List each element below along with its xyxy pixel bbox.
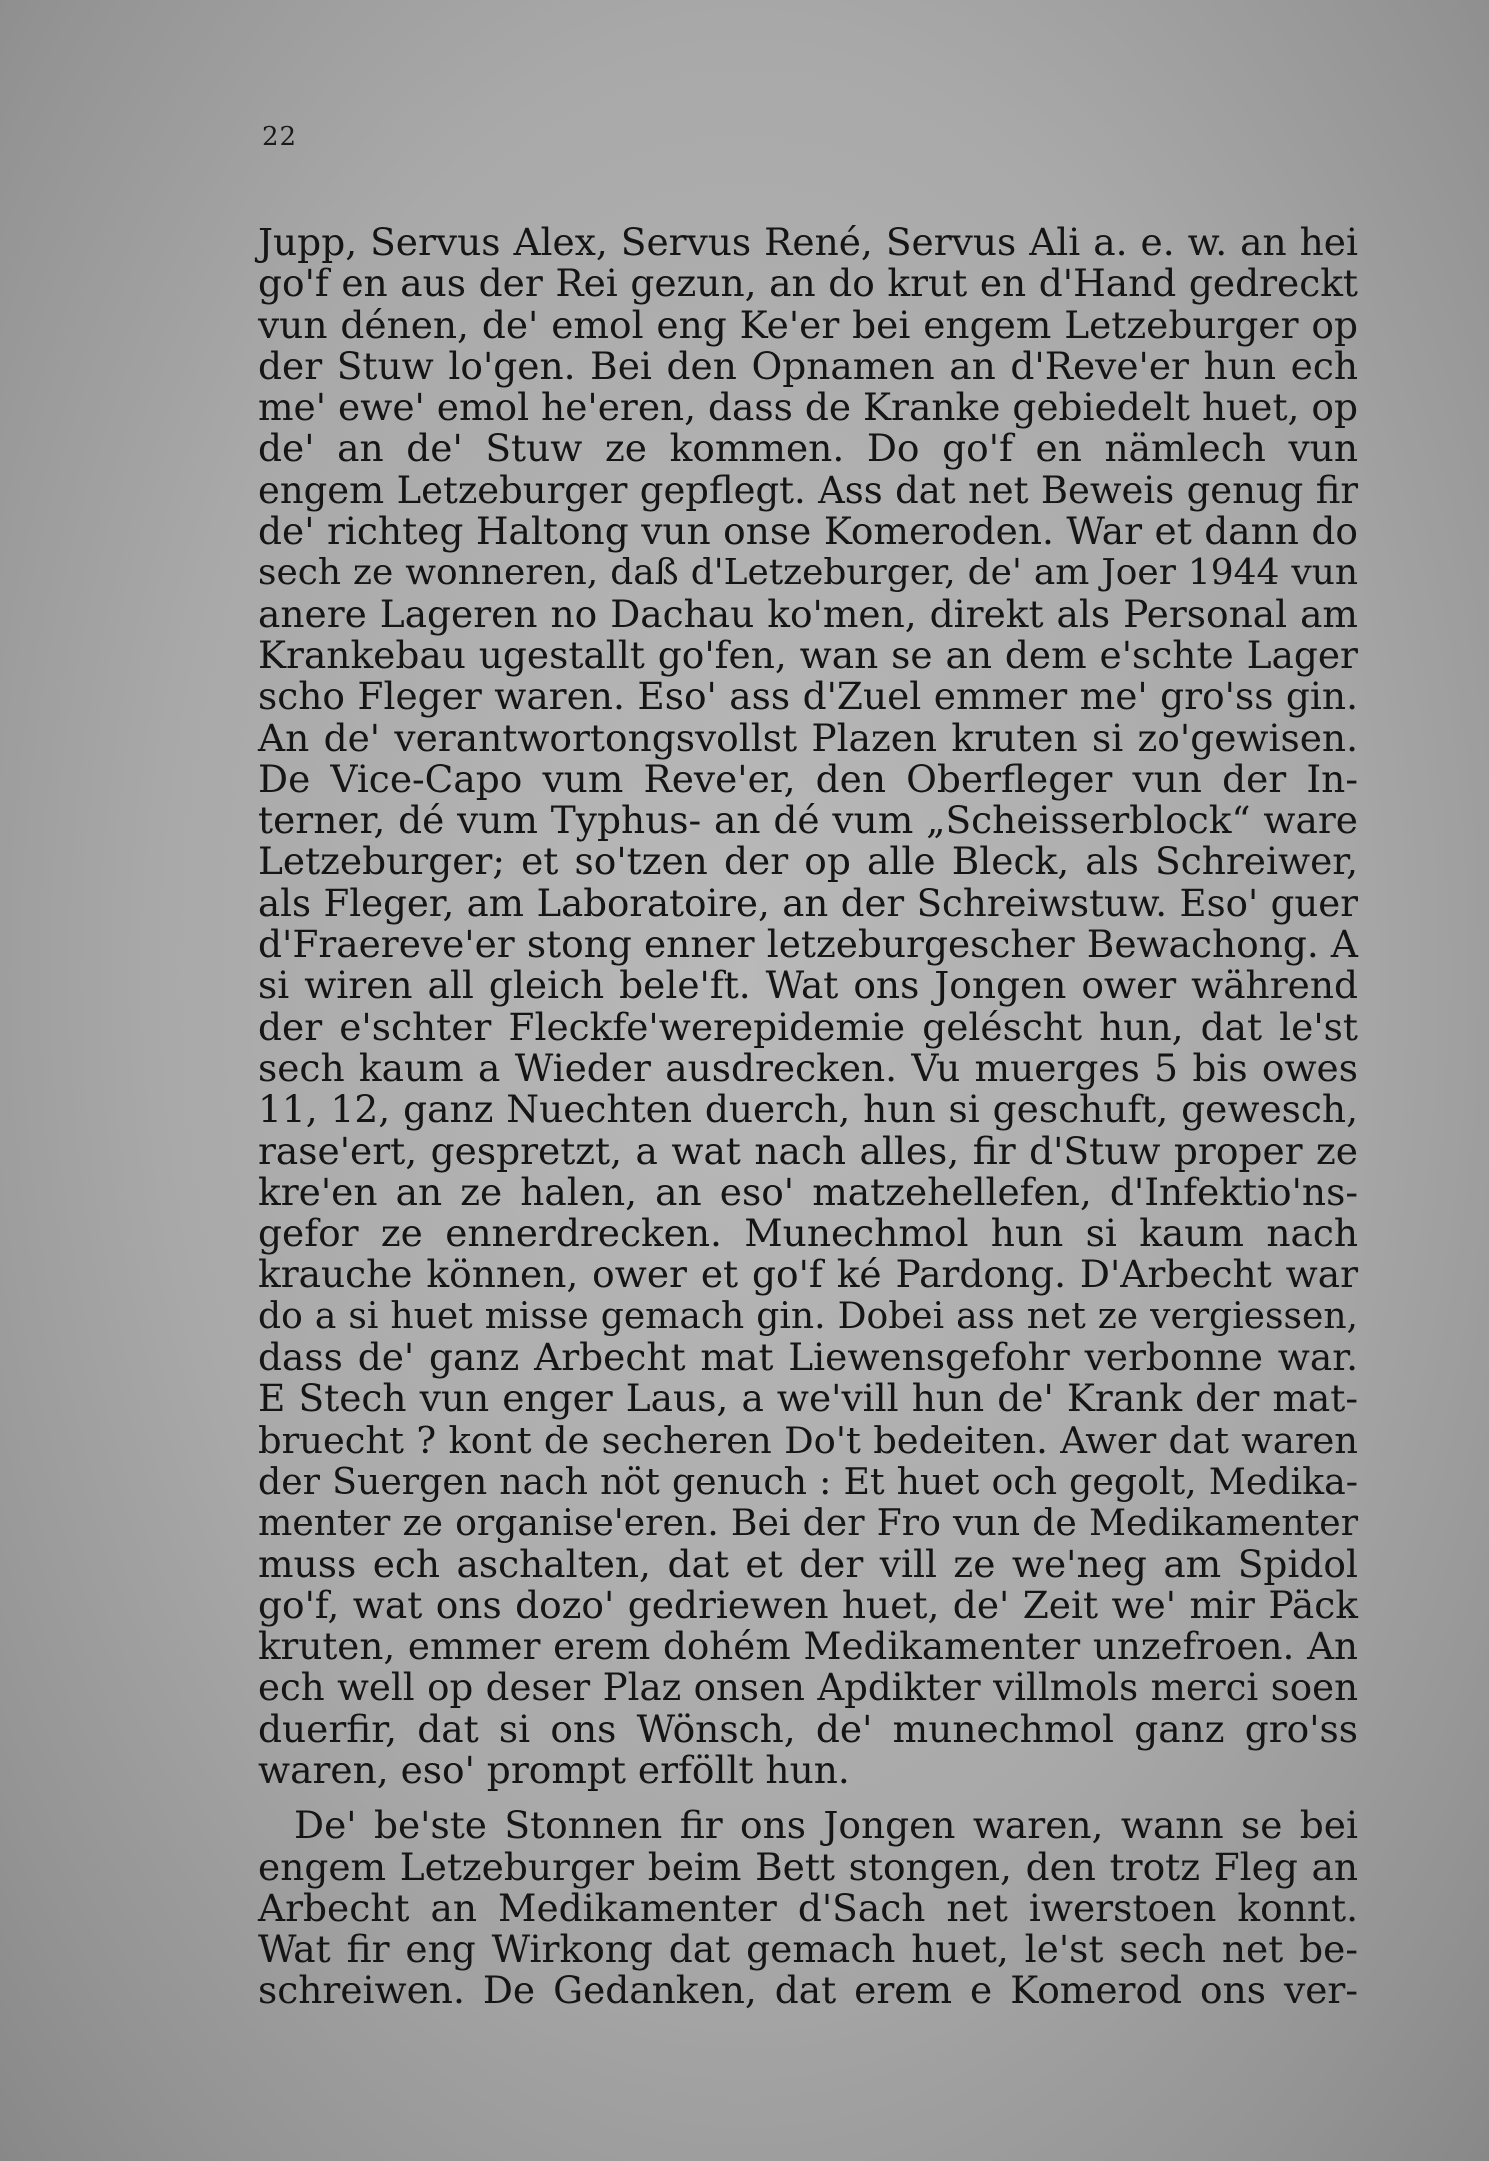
text-line: dass de' ganz Arbecht mat Liewensgefohr verbonne war. xyxy=(258,1335,1358,1380)
text-line: De Vice-Capo vum Reve'er, den Oberfleger vun der In- xyxy=(258,756,1358,801)
text-line: schreiwen. De Gedanken, dat erem e Komerod ons ver- xyxy=(258,1968,1358,2013)
text-line: der Stuw lo'gen. Bei den Opnamen an d'Reve'er hun ech xyxy=(258,343,1358,388)
text-line: als Fleger, am Laboratoire, an der Schreiwstuw. Eso' guer xyxy=(258,881,1358,925)
text-line: si wiren all gleich bele'ft. Wat ons Jongen ower während xyxy=(258,963,1358,1008)
text-line: 11, 12, ganz Nuechten duerch, hun si geschuft, gewesch, xyxy=(258,1087,1358,1132)
text-line: Krankebau ugestallt go'fen, wan se an dem e'schte Lager xyxy=(258,632,1358,677)
text-line: sech ze wonneren, daß d'Letzeburger, de' am Joer 1944 vun xyxy=(258,552,1358,594)
text-line: duerfir, dat si ons Wönsch, de' munechmol ganz gro'ss xyxy=(258,1706,1358,1751)
text-line: E Stech vun enger Laus, a we'vill hun de' Krank der mat- xyxy=(258,1376,1358,1421)
text-line: Wat fir eng Wirkong dat gemach huet, le'st sech net be- xyxy=(258,1927,1358,1972)
text-line: engem Letzeburger beim Bett stongen, den trotz Fleg an xyxy=(258,1844,1358,1889)
text-line: krauche können, ower et go'f ké Pardong. D'Arbecht war xyxy=(258,1252,1358,1297)
text-line: De' be'ste Stonnen fir ons Jongen waren, wann se bei xyxy=(294,1803,1358,1848)
text-line: Arbecht an Medikamenter d'Sach net iwerstoen konnt. xyxy=(258,1885,1358,1930)
text-line: kruten, emmer erem dohém Medikamenter unzefroen. An xyxy=(258,1624,1358,1669)
text-line: do a si huet misse gemach gin. Dobei ass net ze vergiessen, xyxy=(258,1294,1358,1337)
text-line: der Suergen nach nöt genuch : Et huet och gegolt, Medika- xyxy=(258,1459,1358,1503)
text-line: me' ewe' emol he'eren, dass de Kranke gebiedelt huet, op xyxy=(258,385,1358,430)
text-line: Jupp, Servus Alex, Servus René, Servus Ali a. e. w. an hei xyxy=(258,220,1358,264)
text-line: go'f, wat ons dozo' gedriewen huet, de' Zeit we' mir Päck xyxy=(258,1582,1358,1627)
text-line: anere Lageren no Dachau ko'men, direkt als Personal am xyxy=(258,591,1358,636)
text-line: de' richteg Haltong vun onse Komeroden. War et dann do xyxy=(258,509,1358,554)
text-line: go'f en aus der Rei gezun, an do krut en d'Hand gedreckt xyxy=(258,261,1358,306)
text-line: vun dénen, de' emol eng Ke'er bei engem Letzeburger op xyxy=(258,302,1358,347)
text-line: de' an de' Stuw ze kommen. Do go'f en nämlech vun xyxy=(258,426,1358,471)
text-line: An de' verantwortongsvollst Plazen kruten si zo'gewisen. xyxy=(258,715,1358,760)
text-line: rase'ert, gespretzt, a wat nach alles, fir d'Stuw proper ze xyxy=(258,1128,1358,1173)
text-line: waren, eso' prompt erföllt hun. xyxy=(258,1747,850,1792)
text-line: bruecht ? kont de secheren Do't bedeiten. Awer dat waren xyxy=(258,1418,1358,1462)
text-line: d'Fraereve'er stong enner letzeburgescher Bewachong. A xyxy=(258,922,1358,967)
text-line: engem Letzeburger gepflegt. Ass dat net Beweis genug fir xyxy=(258,468,1358,512)
page-number: 22 xyxy=(262,122,298,152)
text-line: scho Fleger waren. Eso' ass d'Zuel emmer me' gro'ss gin. xyxy=(258,674,1358,719)
text-line: ech well op deser Plaz onsen Apdikter villmols merci soen xyxy=(258,1666,1358,1710)
text-line: Letzeburger; et so'tzen der op alle Bleck, als Schreiwer, xyxy=(258,839,1358,884)
text-line: der e'schter Fleckfe'werepidemie geléscht hun, dat le'st xyxy=(258,1004,1358,1049)
text-line: kre'en an ze halen, an eso' matzehellefen, d'Infektio'ns- xyxy=(258,1169,1358,1214)
text-line: muss ech aschalten, dat et der vill ze we'neg am Spidol xyxy=(258,1541,1358,1586)
body-text xyxy=(258,222,1358,2012)
text-line: gefor ze ennerdrecken. Munechmol hun si kaum nach xyxy=(258,1211,1358,1256)
text-line: sech kaum a Wieder ausdrecken. Vu muerges 5 bis owes xyxy=(258,1045,1358,1090)
text-line: terner, dé vum Typhus- an dé vum „Scheisserblock“ ware xyxy=(258,798,1358,843)
text-line: menter ze organise'eren. Bei der Fro vun de Medikamenter xyxy=(258,1501,1358,1545)
